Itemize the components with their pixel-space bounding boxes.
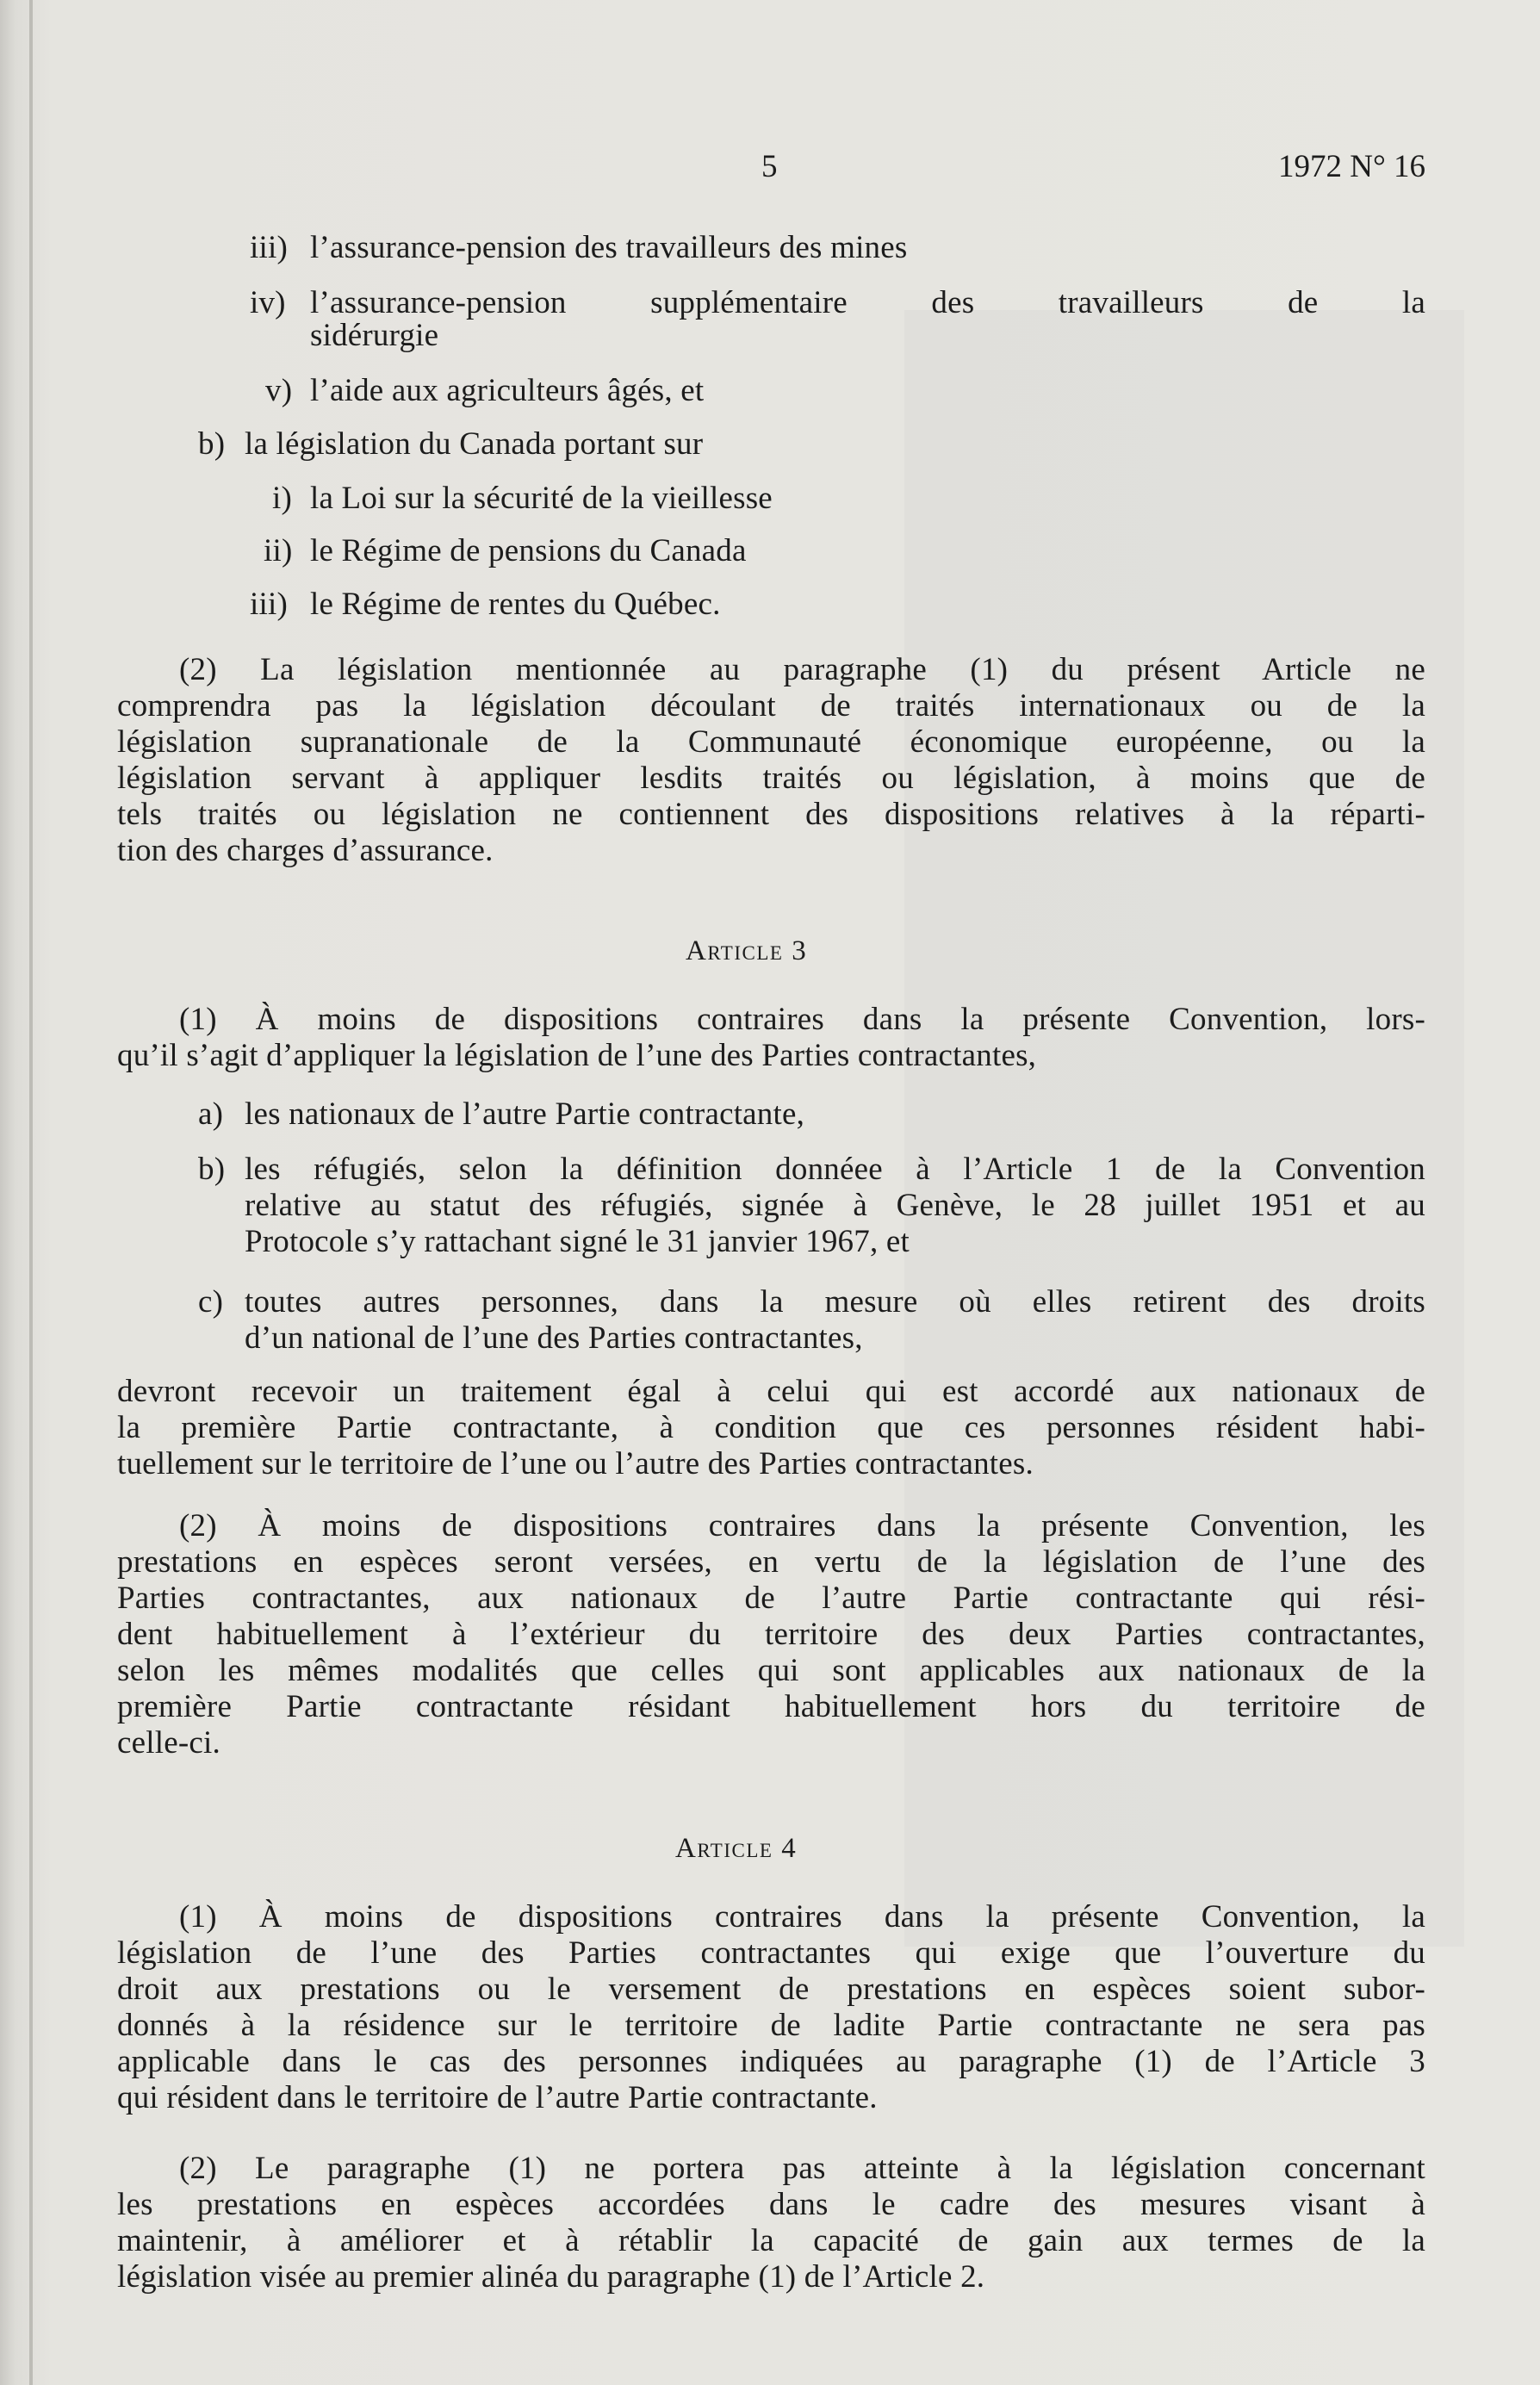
paragraph-line: selon les mêmes modalités que celles qui sont applicables aux nationaux de la (117, 1653, 1425, 1688)
paragraph-line: celle-ci. (117, 1725, 220, 1761)
list-marker: v) (265, 373, 293, 408)
paragraph-line: tels traités ou législation ne contiennent des dispositions relatives à la réparti- (117, 797, 1425, 832)
list-item-text: le Régime de rentes du Québec. (310, 587, 721, 622)
list-marker: iv) (250, 285, 286, 320)
paragraph-line: comprendra pas la législation découlant de traités internationaux ou de la (117, 688, 1425, 724)
list-item-text: toutes autres personnes, dans la mesure où elles retirent des droits (245, 1284, 1425, 1320)
paragraph-line: les prestations en espèces accordées dans le cadre des mesures visant à (117, 2187, 1425, 2222)
paragraph-line: qu’il s’agit d’appliquer la législation de l’une des Parties contractantes, (117, 1038, 1037, 1073)
list-item-text: la législation du Canada portant sur (245, 426, 704, 462)
paragraph-line: maintenir, à améliorer et à rétablir la capacité de gain aux termes de la (117, 2223, 1425, 2258)
paragraph-line: tion des charges d’assurance. (117, 833, 494, 868)
list-marker: b) (198, 1152, 226, 1187)
paragraph-line: première Partie contractante résidant habituellement hors du territoire de (117, 1689, 1425, 1724)
paragraph-line: prestations en espèces seront versées, en vertu de la législation de l’une des (117, 1544, 1425, 1580)
document-reference: 1972 N° 16 (1277, 149, 1425, 184)
paragraph-line: (1) À moins de dispositions contraires dans la présente Convention, la (179, 1899, 1425, 1935)
article-4-heading: Article 4 (675, 1833, 798, 1864)
paragraph-line: qui résident dans le territoire de l’autre Partie contractante. (117, 2080, 878, 2115)
paragraph-line: (2) À moins de dispositions contraires dans la présente Convention, les (179, 1508, 1425, 1543)
list-item-text: les nationaux de l’autre Partie contractante, (245, 1096, 805, 1132)
paragraph-line: tuellement sur le territoire de l’une ou l’autre des Parties contractantes. (117, 1446, 1034, 1481)
list-item-text: d’un national de l’une des Parties contractantes, (245, 1320, 863, 1356)
list-marker: b) (198, 426, 226, 462)
paragraph-line: Parties contractantes, aux nationaux de l’autre Partie contractante qui rési- (117, 1581, 1425, 1616)
paragraph-line: applicable dans le cas des personnes indiquées au paragraphe (1) de l’Article 3 (117, 2044, 1425, 2079)
list-item-text: le Régime de pensions du Canada (310, 533, 747, 568)
page-number: 5 (761, 149, 778, 184)
paragraph-line: (2) La législation mentionnée au paragraphe (1) du présent Article ne (179, 652, 1425, 687)
list-item-text: les réfugiés, selon la définition donnéee à l’Article 1 de la Convention (245, 1152, 1425, 1187)
paragraph-line: législation servant à appliquer lesdits traités ou législation, à moins que de (117, 761, 1425, 796)
list-item-text: la Loi sur la sécurité de la vieillesse (310, 481, 773, 516)
paragraph-line: législation visée au premier alinéa du paragraphe (1) de l’Article 2. (117, 2259, 985, 2295)
paragraph-line: législation de l’une des Parties contractantes qui exige que l’ouverture du (117, 1935, 1425, 1971)
paragraph-line: devront recevoir un traitement égal à celui qui est accordé aux nationaux de (117, 1374, 1425, 1409)
list-marker: iii) (250, 230, 288, 265)
list-marker: iii) (250, 587, 288, 622)
list-item-text: sidérurgie (310, 318, 439, 353)
list-marker: a) (198, 1096, 224, 1132)
paragraph-line: la première Partie contractante, à condition que ces personnes résident habi- (117, 1410, 1425, 1445)
paragraph-line: législation supranationale de la Communauté économique européenne, ou la (117, 724, 1425, 760)
list-marker: c) (198, 1284, 224, 1320)
article-3-heading: Article 3 (686, 935, 808, 966)
binding-edge (29, 0, 33, 2385)
list-item-text: l’aide aux agriculteurs âgés, et (310, 373, 705, 408)
paragraph-line: (1) À moins de dispositions contraires dans la présente Convention, lors- (179, 1002, 1425, 1037)
paragraph-line: (2) Le paragraphe (1) ne portera pas atteinte à la législation concernant (179, 2151, 1425, 2186)
list-marker: ii) (264, 533, 293, 568)
list-item-text: relative au statut des réfugiés, signée à Genève, le 28 juillet 1951 et au (245, 1188, 1425, 1223)
paragraph-line: donnés à la résidence sur le territoire de ladite Partie contractante ne sera pas (117, 2008, 1425, 2043)
paragraph-line: droit aux prestations ou le versement de prestations en espèces soient subor- (117, 1972, 1425, 2007)
list-marker: i) (272, 481, 293, 516)
list-item-text: l’assurance-pension supplémentaire des travailleurs de la (310, 285, 1425, 320)
list-item-text: Protocole s’y rattachant signé le 31 janvier 1967, et (245, 1224, 910, 1259)
paragraph-line: dent habituellement à l’extérieur du territoire des deux Parties contractantes, (117, 1617, 1425, 1652)
list-item-text: l’assurance-pension des travailleurs des mines (310, 230, 908, 265)
